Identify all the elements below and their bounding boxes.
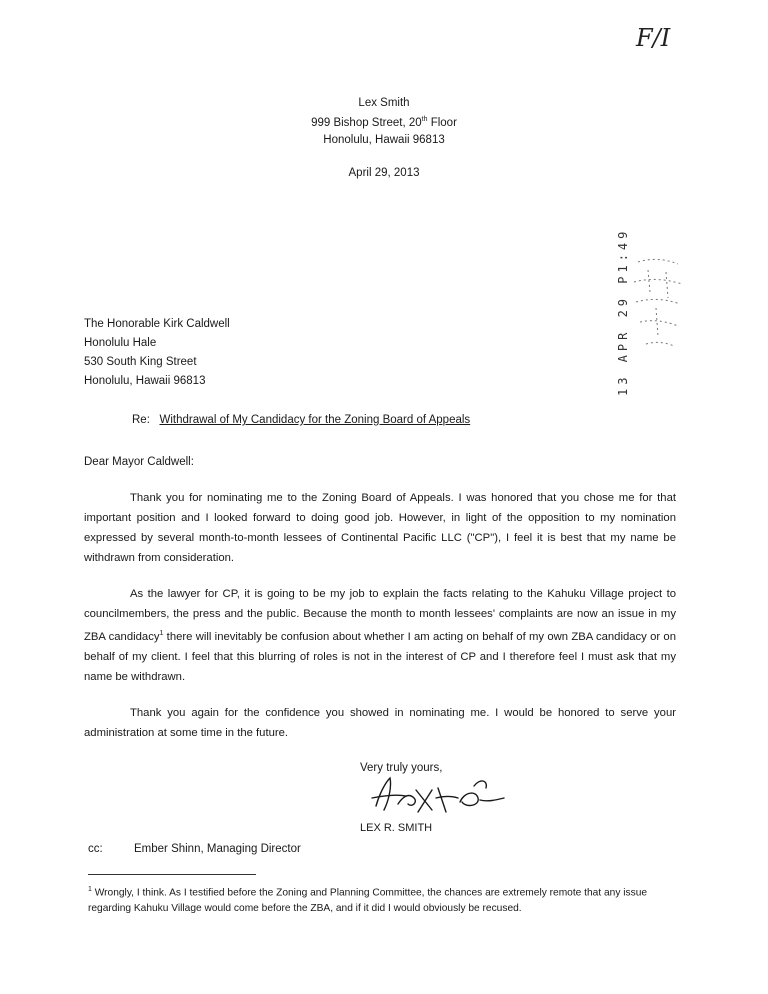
signature-icon <box>362 768 512 818</box>
recipient-line-2: Honolulu Hale <box>84 337 157 349</box>
office-seal-stamp-icon <box>628 252 688 362</box>
footnote-reference: 1 <box>159 630 164 637</box>
recipient-line-3: 530 South King Street <box>84 356 197 368</box>
sender-street-suffix: th <box>421 116 428 123</box>
cc-name: Ember Shinn, Managing Director <box>134 843 301 855</box>
salutation: Dear Mayor Caldwell: <box>84 456 194 468</box>
recipient-line-1: The Honorable Kirk Caldwell <box>84 318 230 330</box>
closing: Very truly yours, <box>360 762 443 774</box>
sender-street <box>0 116 768 129</box>
footnote-divider <box>88 874 256 875</box>
sender-street-floor: Floor <box>427 116 457 129</box>
sender-name: Lex Smith <box>358 97 410 109</box>
body-paragraph-3: Thank you again for the confidence you showed in nominating me. I would be honored to serve your administration at some time in the future. <box>84 707 676 739</box>
letter-date: April 29, 2013 <box>348 167 420 179</box>
footnote-text: Wrongly, I think. As I testified before the Zoning and Planning Committee, the chances are extremely remote that any issue regarding Kahuku Village would come before the ZBA, and if it did I would obviously be recused. <box>88 887 648 915</box>
body-paragraph-1: Thank you for nominating me to the Zoning Board of Appeals. I was honored that you chose me for that important position and I looked forward to doing good job. However, in light of the opposition to my nomination expressed by several month-to-month lessees of Continental Pacific LLC ("CP"), I feel it is best that my name be withdrawn from consideration. <box>84 492 676 564</box>
sender-city: Honolulu, Hawaii 96813 <box>323 134 445 146</box>
handwritten-corner-mark: F/I <box>636 24 671 52</box>
subject-prefix: Re: <box>132 414 150 426</box>
body-paragraph-2-start: As the lawyer for CP, it is going to be my job to explain the facts relating to the Kahuku Village project to councilmembers, the press and the public. Because the month to month lessees' complaints are now an issue in my ZBA candidacy <box>84 588 676 643</box>
received-stamp-text: 13 APR 29 P1:49 <box>616 227 630 396</box>
body-paragraph-2 <box>84 584 676 687</box>
cc-label: cc: <box>88 843 103 855</box>
sender-street-number: 999 Bishop Street, 20 <box>311 116 422 129</box>
footnote <box>88 882 688 917</box>
subject-text: Withdrawal of My Candidacy for the Zoning Board of Appeals <box>159 414 471 426</box>
body-paragraph-2-end: there will inevitably be confusion about whether I am acting on behalf of my own ZBA candidacy or on behalf of my client. I feel that this blurring of roles is not in the interest of CP and I therefore feel I must ask that my name be withdrawn. <box>84 630 676 683</box>
recipient-line-4: Honolulu, Hawaii 96813 <box>84 375 206 387</box>
subject-line <box>132 414 470 426</box>
footnote-marker: 1 <box>88 886 92 893</box>
received-stamp <box>588 227 630 396</box>
signer-name: LEX R. SMITH <box>360 822 433 834</box>
